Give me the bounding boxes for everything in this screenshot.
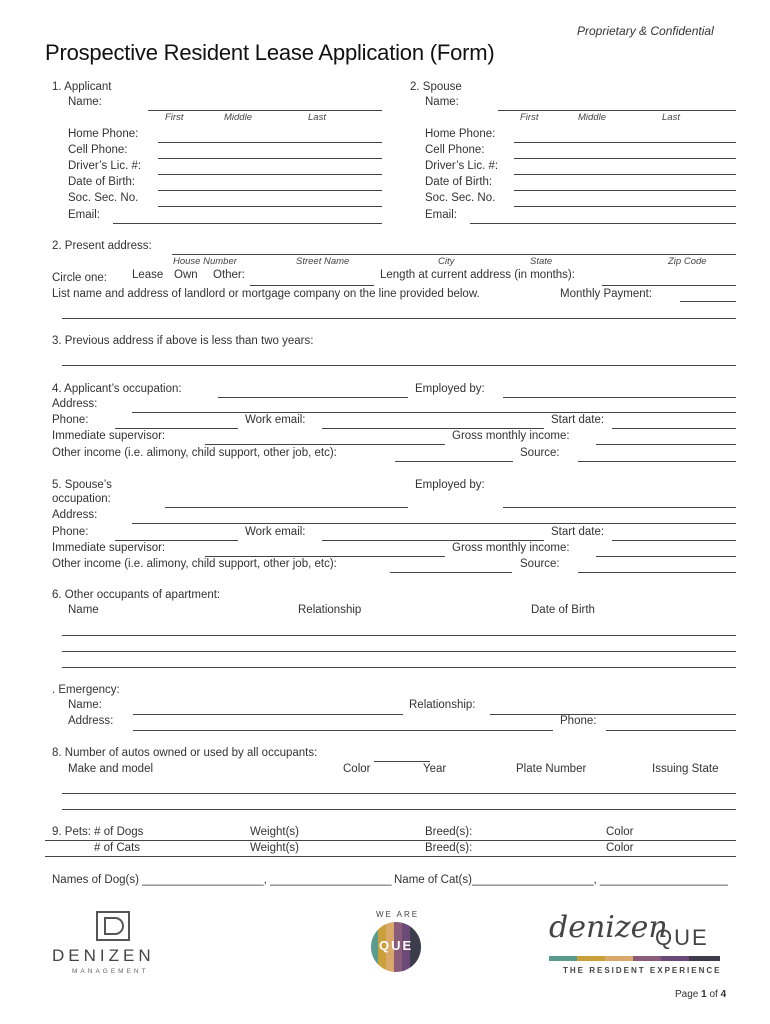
pets-cats-label: # of Cats [94, 842, 141, 854]
cat-color-label: Color [606, 842, 634, 854]
spouse-drivers-lic-field[interactable] [514, 174, 736, 175]
dog-breed-label: Breed(s): [425, 826, 473, 838]
occupant-row-1[interactable] [62, 635, 736, 636]
we-are-label: WE ARE [376, 910, 420, 919]
spouse-start-date-label: Start date: [551, 526, 605, 538]
emergency-phone-field[interactable] [606, 730, 736, 731]
page-total: 4 [720, 989, 727, 1000]
issuing-state-header: Issuing State [652, 763, 719, 775]
spouse-start-date-field[interactable] [612, 540, 736, 541]
spouse-ssn-label: Soc. Sec. No. [425, 192, 496, 204]
denizen-logo-mark [95, 910, 131, 942]
applicant-source-field[interactable] [578, 461, 736, 462]
spouse-work-address-label: Address: [52, 509, 98, 521]
spouse-home-phone-label: Home Phone: [425, 128, 496, 140]
make-model-header: Make and model [68, 763, 154, 775]
applicant-supervisor-field[interactable] [205, 444, 445, 445]
spouse-supervisor-field[interactable] [205, 556, 445, 557]
applicant-work-email-label: Work email: [245, 414, 306, 426]
occupant-relationship-header: Relationship [298, 604, 362, 616]
occupant-dob-header: Date of Birth [531, 604, 595, 616]
cat-row-field[interactable] [45, 856, 736, 857]
applicant-start-date-field[interactable] [612, 428, 736, 429]
applicant-work-address-label: Address: [52, 398, 98, 410]
applicant-name-label: Name: [68, 96, 102, 108]
spouse-other-income-field[interactable] [390, 572, 512, 573]
house-number-caption: House Number [173, 256, 237, 267]
applicant-work-phone-label: Phone: [52, 414, 89, 426]
applicant-name-field[interactable] [148, 110, 382, 111]
que-wordmark: QUE [655, 925, 709, 950]
spouse-ssn-field[interactable] [514, 206, 736, 207]
auto-year-header: Year [423, 763, 447, 775]
emergency-relationship-label: Relationship: [409, 699, 476, 711]
page-title: Prospective Resident Lease Application (Form) [45, 40, 495, 65]
other-field[interactable] [250, 285, 374, 286]
page-current: 1 [701, 989, 707, 1000]
spouse-cell-phone-label: Cell Phone: [425, 144, 485, 156]
spouse-work-address-field[interactable] [132, 523, 736, 524]
applicant-email-field[interactable] [113, 223, 382, 224]
applicant-home-phone-label: Home Phone: [68, 128, 139, 140]
applicant-other-income-field[interactable] [395, 461, 513, 462]
spouse-dob-field[interactable] [514, 190, 736, 191]
spouse-work-email-label: Work email: [245, 526, 306, 538]
landlord-field[interactable] [62, 318, 736, 319]
applicant-cell-phone-field[interactable] [158, 158, 382, 159]
monthly-payment-field[interactable] [680, 301, 736, 302]
present-address-field[interactable] [172, 254, 736, 255]
applicant-other-income-label: Other income (i.e. alimony, child support, other job, etc): [52, 447, 337, 459]
applicant-start-date-label: Start date: [551, 414, 605, 426]
applicant-supervisor-label: Immediate supervisor: [52, 430, 166, 442]
spouse-name-field[interactable] [498, 110, 736, 111]
spouse-employer-label: Employed by: [415, 479, 485, 491]
spouse-middle-caption: Middle [578, 112, 606, 123]
resident-experience-tagline: THE RESIDENT EXPERIENCE [563, 966, 722, 975]
spouse-occupation-label: occupation: [52, 493, 111, 505]
page-prefix: Page [675, 989, 699, 1000]
spouse-email-label: Email: [425, 209, 457, 221]
circle-one-label: Circle one: [52, 272, 107, 284]
landlord-instructions: List name and address of landlord or mortgage company on the line provided below. [52, 288, 480, 300]
applicant-occupation-label: 4. Applicant’s occupation: [52, 383, 182, 395]
applicant-email-label: Email: [68, 209, 100, 221]
occupant-name-header: Name [68, 604, 99, 616]
applicant-employer-label: Employed by: [415, 383, 485, 395]
auto-row-1[interactable] [62, 793, 736, 794]
city-caption: City [438, 256, 455, 267]
spouse-heading: 2. Spouse [410, 81, 462, 93]
spouse-dob-label: Date of Birth: [425, 176, 493, 188]
other-occupants-heading: 6. Other occupants of apartment: [52, 589, 221, 601]
spouse-work-phone-label: Phone: [52, 526, 89, 538]
applicant-cell-phone-label: Cell Phone: [68, 144, 128, 156]
spouse-occupation-heading: 5. Spouse’s [52, 479, 112, 491]
spouse-supervisor-label: Immediate supervisor: [52, 542, 166, 554]
applicant-gross-label: Gross monthly income: [452, 430, 570, 442]
street-name-caption: Street Name [296, 256, 350, 267]
applicant-dob-label: Date of Birth: [68, 176, 136, 188]
spouse-source-label: Source: [520, 558, 560, 570]
cat-names-field[interactable]: Name of Cat(s)___________________, ____________________ [394, 874, 728, 886]
other-option[interactable]: Other: [213, 269, 245, 281]
cat-weight-label: Weight(s) [250, 842, 299, 854]
emergency-address-field[interactable] [133, 730, 553, 731]
previous-address-label: 3. Previous address if above is less than two years: [52, 335, 314, 347]
emergency-phone-label: Phone: [560, 715, 597, 727]
dog-names-field[interactable]: Names of Dog(s) ___________________, ___________________ [52, 874, 392, 886]
applicant-home-phone-field[interactable] [158, 142, 382, 143]
spouse-drivers-lic-label: Driver’s Lic. #: [425, 160, 499, 172]
plate-number-header: Plate Number [516, 763, 587, 775]
applicant-ssn-field[interactable] [158, 206, 382, 207]
length-label: Length at current address (in months): [380, 269, 575, 281]
applicant-last-caption: Last [308, 112, 326, 123]
own-option[interactable]: Own [174, 269, 198, 281]
dog-color-label: Color [606, 826, 634, 838]
applicant-ssn-label: Soc. Sec. No. [68, 192, 139, 204]
page-number [675, 989, 726, 1000]
applicant-occupation-field[interactable] [218, 397, 408, 398]
emergency-name-field[interactable] [133, 714, 403, 715]
length-field[interactable] [602, 285, 736, 286]
spouse-employer-field[interactable] [503, 507, 736, 508]
applicant-work-phone-field[interactable] [115, 428, 238, 429]
occupant-row-2[interactable] [62, 651, 736, 652]
confidential-label: Proprietary & Confidential [577, 24, 714, 38]
lease-option[interactable]: Lease [132, 269, 164, 281]
spouse-cell-phone-field[interactable] [514, 158, 736, 159]
state-caption: State [530, 256, 553, 267]
present-address-label: 2. Present address: [52, 240, 152, 252]
spouse-gross-field[interactable] [596, 556, 736, 557]
spouse-first-caption: First [520, 112, 539, 123]
previous-address-field[interactable] [62, 365, 736, 366]
applicant-employer-field[interactable] [503, 397, 736, 398]
zip-caption: Zip Code [668, 256, 707, 267]
emergency-name-label: Name: [68, 699, 102, 711]
applicant-heading: 1. Applicant [52, 81, 112, 93]
que-circle-text: QUE [379, 938, 414, 953]
applicant-gross-field[interactable] [596, 444, 736, 445]
applicant-middle-caption: Middle [224, 112, 252, 123]
occupant-row-3[interactable] [62, 667, 736, 668]
dog-row-field[interactable] [45, 840, 736, 841]
autos-heading: 8. Number of autos owned or used by all occupants: [52, 747, 318, 759]
applicant-dob-field[interactable] [158, 190, 382, 191]
page-of: of [709, 989, 718, 1000]
emergency-address-label: Address: [68, 715, 114, 727]
spouse-email-field[interactable] [470, 223, 736, 224]
applicant-first-caption: First [165, 112, 184, 123]
pets-dogs-label: 9. Pets: # of Dogs [52, 826, 144, 838]
applicant-work-address-field[interactable] [132, 412, 736, 413]
management-logo-text: MANAGEMENT [72, 968, 149, 975]
spouse-work-phone-field[interactable] [115, 540, 238, 541]
denizen-script-logo: denizen [549, 910, 668, 945]
spouse-last-caption: Last [662, 112, 680, 123]
autos-count-field[interactable] [374, 761, 430, 762]
spouse-work-email-field[interactable] [322, 540, 544, 541]
spouse-name-label: Name: [425, 96, 459, 108]
emergency-heading: . Emergency: [52, 684, 120, 696]
spouse-other-income-label: Other income (i.e. alimony, child support, other job, etc): [52, 558, 337, 570]
applicant-drivers-lic-label: Driver’s Lic. #: [68, 160, 142, 172]
auto-row-2[interactable] [62, 809, 736, 810]
dog-weight-label: Weight(s) [250, 826, 299, 838]
denizen-logo-text: DENIZEN [52, 946, 155, 965]
spouse-source-field[interactable] [578, 572, 736, 573]
emergency-relationship-field[interactable] [490, 714, 736, 715]
spouse-home-phone-field[interactable] [514, 142, 736, 143]
applicant-drivers-lic-field[interactable] [158, 174, 382, 175]
applicant-work-email-field[interactable] [322, 428, 544, 429]
spouse-gross-label: Gross monthly income: [452, 542, 570, 554]
spouse-occupation-field[interactable] [165, 507, 408, 508]
applicant-source-label: Source: [520, 447, 560, 459]
color-bar [549, 956, 720, 961]
monthly-payment-label: Monthly Payment: [560, 288, 653, 300]
auto-color-header: Color [343, 763, 371, 775]
cat-breed-label: Breed(s): [425, 842, 473, 854]
